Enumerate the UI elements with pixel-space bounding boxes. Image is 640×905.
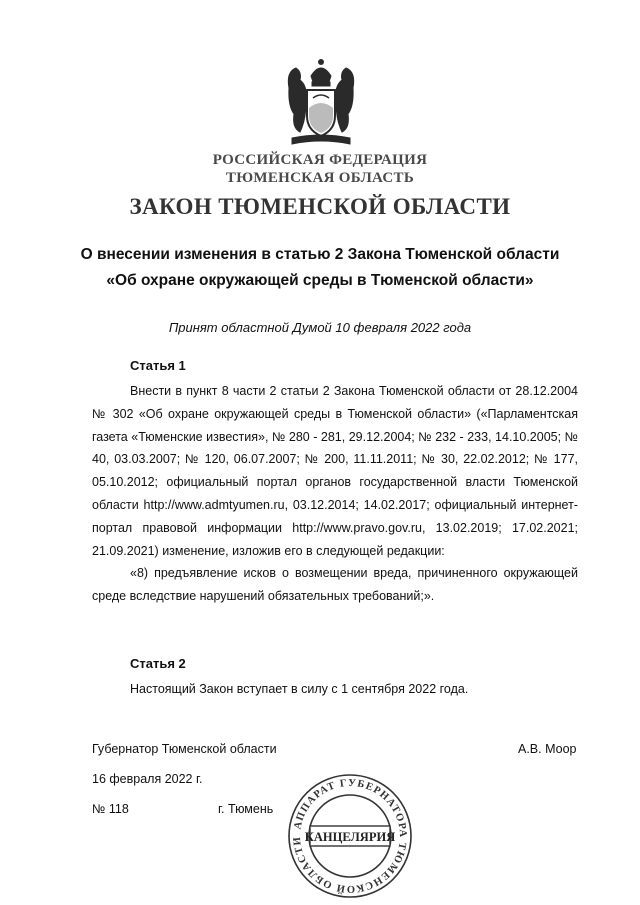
coat-of-arms-icon	[284, 58, 358, 150]
adoption-note: Принят областной Думой 10 февраля 2022 года	[168, 320, 472, 335]
article-2-body	[92, 678, 578, 701]
law-title-line-1: О внесении изменения в статью 2 Закона Тюменской области	[80, 246, 560, 263]
article-2-paragraph-1: Настоящий Закон вступает в силу с 1 сентября 2022 года.	[130, 682, 469, 696]
stamp-center-text: КАНЦЕЛЯРИЯ	[304, 830, 396, 844]
region-heading: ТЮМЕНСКАЯ ОБЛАСТЬ	[225, 170, 415, 186]
law-title-line-2: «Об охране окружающей среды в Тюменской области»	[106, 272, 534, 289]
article-2-heading: Статья 2	[130, 656, 186, 671]
law-number: № 118	[92, 802, 129, 816]
governor-position: Губернатор Тюменской области	[92, 742, 277, 756]
article-1-paragraph-2: «8) предъявление исков о возмещении вреда, причиненного окружающей среде вследствие нарушений обязательных требований;».	[92, 566, 578, 604]
signatory-name: А.В. Моор	[518, 742, 577, 756]
stamp-ring-text: АППАРАТ ГУБЕРНАТОРА ТЮМЕНСКОЙ ОБЛАСТИ	[291, 777, 409, 895]
article-1-body	[92, 380, 578, 608]
country-heading: РОССИЙСКАЯ ФЕДЕРАЦИЯ	[212, 152, 428, 168]
signing-date: 16 февраля 2022 г.	[92, 772, 203, 786]
signing-city: г. Тюмень	[218, 802, 274, 816]
chancellery-stamp-icon	[286, 772, 414, 900]
article-1-paragraph-1: Внести в пункт 8 части 2 статьи 2 Закона Тюменской области от 28.12.2004 № 302 «Об охране окружающей среды в Тюменской области» («Парламентская газета «Тюменские известия», № 280 - 281, 29.12.2004; № 232 - 233, 14.10.2005; № 40, 03.03.2007; № 120, 06.07.2007; № 200, 11.11.2011; № 30, 22.02.2012; № 177, 05.10.2012; официальный портал органов государственной власти Тюменской области http://www.admtyumen.ru, 03.12.2014; 14.02.2017; официальный интернет-портал правовой информации http://www.pravo.gov.ru, 13.02.2019; 17.02.2021; 21.09.2021) изменение, изложив его в следующей редакции:	[92, 384, 578, 558]
article-1-heading: Статья 1	[130, 358, 186, 373]
document-type-heading: ЗАКОН ТЮМЕНСКОЙ ОБЛАСТИ	[129, 194, 511, 219]
